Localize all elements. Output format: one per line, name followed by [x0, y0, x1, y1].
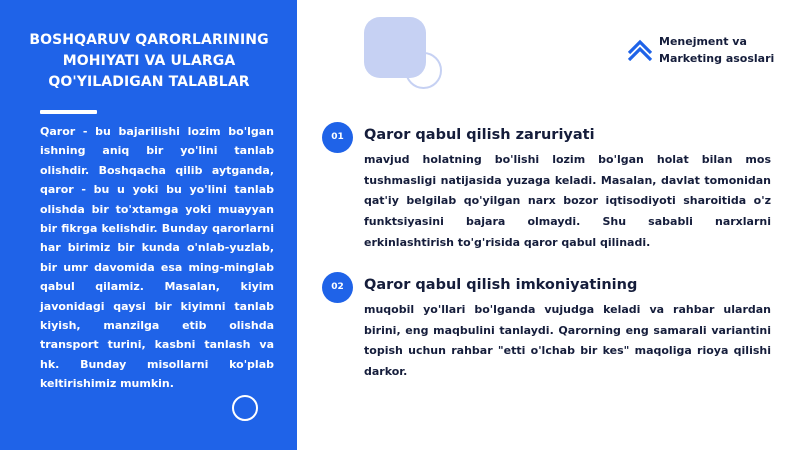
mountain-arrow-logo-icon	[628, 39, 652, 61]
definition-paragraph: Qaror - bu bajarilishi lozim bo'lgan ishning aniq bir yo'lini tanlab olishdir. Boshqacha qilib aytganda, qaror - bu u yoki bu yo'lini tanlab olishda bir to'xtamga yoki muayyan bir fikrga kelishdir. Bunday qarorlarni har birimiz bir kunda o'nlab-yuzlab, bir umr davomida esa ming-minglab qabul qilamiz. Masalan, kiyim javonidagi qaysi bir kiyimni tanlab kiyish, manzilga etib olishda transport turini, kasbni tanlash va hk. Bunday misollarni ko'plab keltirishimiz mumkin.	[40, 125, 274, 391]
decorative-ring	[232, 395, 258, 421]
section-number-badge: 02	[322, 272, 353, 303]
brand	[628, 30, 798, 70]
page-title: BOSHQARUV QARORLARINING MOHIYATI VA ULARGA QO'YILADIGAN TALABLAR	[29, 32, 269, 90]
section-text: mavjud holatning bo'lishi lozim bo'lgan holat bilan mos tushmasligi natijasida yuzaga keladi. Masalan, davlat tomonidan qat'iy belgilab qo'yilgan narx bozor iqtisodiyoti sharoitida o'z funktsiyasini bajara olmaydi. Shu sababli narxlarni erkinlashtirish to'g'risida qaror qabul qilinadi.	[364, 153, 771, 249]
section-number-badge: 01	[322, 122, 353, 153]
left-panel	[0, 0, 297, 450]
section-text: muqobil yo'llari bo'lganda vujudga keladi va rahbar ulardan birini, eng maqbulini tanlaydi. Qarorning eng samarali variantini topish uchun rahbar "etti o'lchab bir kes" maqoliga rioya qilishi darkor.	[364, 303, 771, 379]
decorative-ring	[405, 52, 442, 89]
title-underline	[40, 110, 97, 114]
section-heading: Qaror qabul qilish zaruriyati	[364, 127, 595, 143]
brand-name: Menejment va Marketing asoslari	[659, 35, 775, 65]
section-heading: Qaror qabul qilish imkoniyatining	[364, 277, 638, 293]
